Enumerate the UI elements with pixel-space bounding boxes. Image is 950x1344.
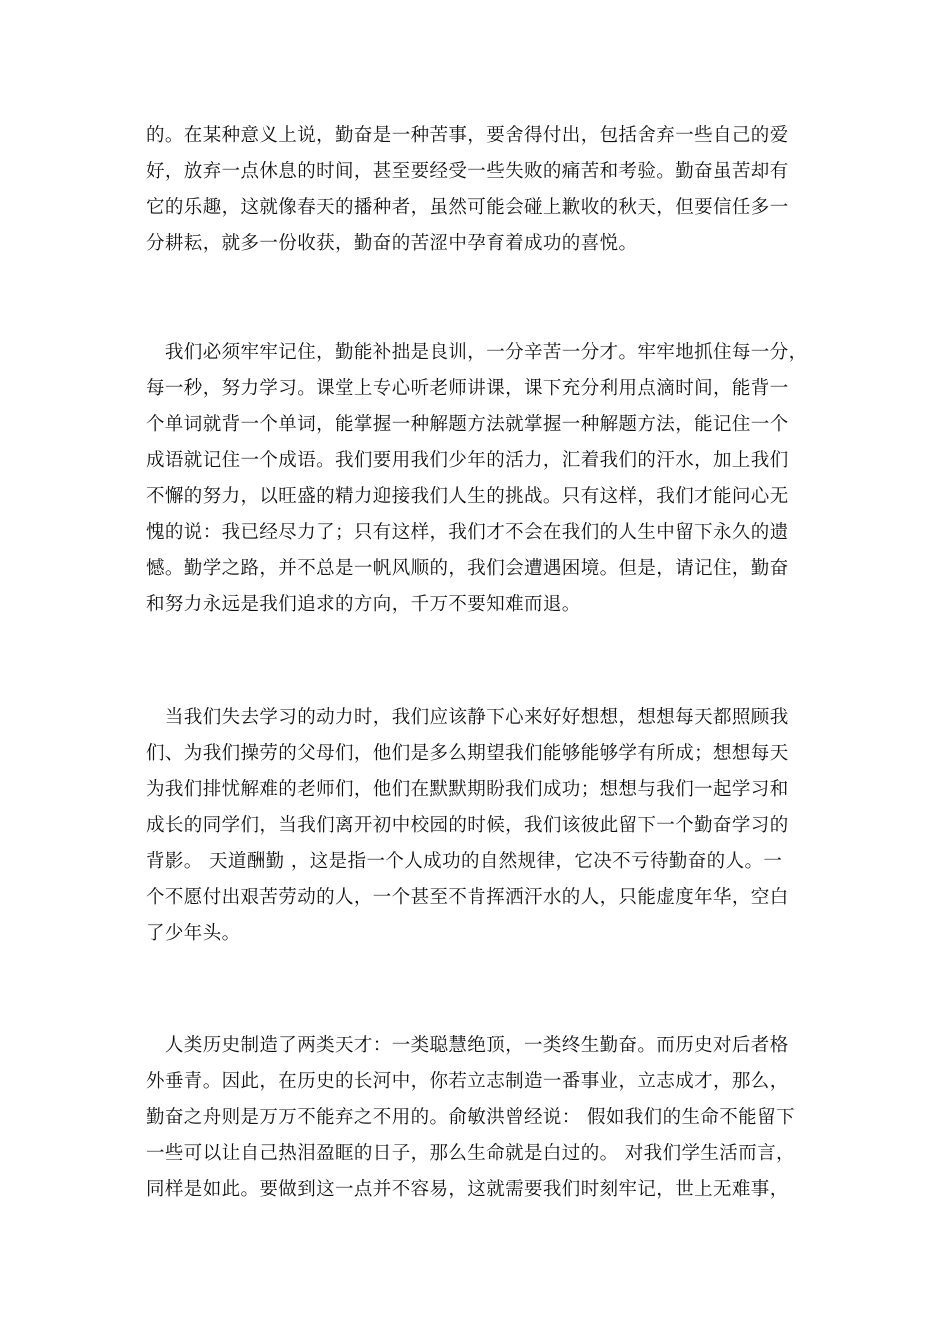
text-line: 了少年头。 — [146, 923, 241, 944]
text-line: 为我们排忧解难的老师们，他们在默默期盼我们成功；想想与我们一起学习和 — [146, 779, 789, 800]
text-line: 愧的说：我已经尽力了；只有这样，我们才不会在我们的人生中留下永久的遗 — [146, 522, 789, 543]
text-line: 人类历史制造了两类天才：一类聪慧绝顶，一类终生勤奋。而历史对后者格 — [146, 1035, 789, 1056]
text-line: 的。在某种意义上说，勤奋是一种苦事，要舍得付出，包括舍弃一些自己的爱 — [146, 125, 789, 146]
text-line: 好，放弃一点休息的时间，甚至要经受一些失败的痛苦和考验。勤奋虽苦却有 — [146, 161, 789, 182]
text-line: 我们必须牢牢记住，勤能补拙是良训，一分辛苦一分才。牢牢地抓住每一分， — [146, 342, 808, 363]
text-line: 个单词就背一个单词，能掌握一种解题方法就掌握一种解题方法，能记住一个 — [146, 414, 789, 435]
text-line: 个不愿付出艰苦劳动的人，一个甚至不肯挥洒汗水的人，只能虚度年华，空白 — [146, 887, 789, 908]
text-line: 一些可以让自己热泪盈眶的日子，那么生命就是白过的。 对我们学生活而言， — [146, 1143, 795, 1164]
text-line: 成长的同学们，当我们离开初中校园的时候，我们该彼此留下一个勤奋学习的 — [146, 815, 789, 836]
text-line: 成语就记住一个成语。我们要用我们少年的活力，汇着我们的汗水，加上我们 — [146, 450, 789, 471]
text-line: 当我们失去学习的动力时，我们应该静下心来好好想想，想想每天都照顾我 — [146, 707, 789, 728]
text-line: 每一秒，努力学习。课堂上专心听老师讲课，课下充分利用点滴时间，能背一 — [146, 378, 789, 399]
paragraph-4 — [146, 1028, 808, 1208]
text-line: 它的乐趣，这就像春天的播种者，虽然可能会碰上歉收的秋天，但要信任多一 — [146, 197, 789, 218]
text-line: 外垂青。因此，在历史的长河中，你若立志制造一番事业，立志成才，那么， — [146, 1071, 789, 1092]
text-line: 背影。 天道酬勤 ，这是指一个人成功的自然规律，它决不亏待勤奋的人。一 — [146, 851, 783, 872]
text-line: 勤奋之舟则是万万不能弃之不用的。俞敏洪曾经说： 假如我们的生命不能留下 — [146, 1107, 795, 1128]
paragraph-3 — [146, 700, 808, 952]
text-line: 和努力永远是我们追求的方向，千万不要知难而退。 — [146, 594, 581, 615]
text-line: 同样是如此。要做到这一点并不容易，这就需要我们时刻牢记，世上无难事， — [146, 1179, 789, 1200]
paragraph-2 — [146, 335, 808, 623]
text-line: 不懈的努力，以旺盛的精力迎接我们人生的挑战。只有这样，我们才能问心无 — [146, 486, 789, 507]
paragraph-1 — [146, 118, 808, 262]
text-line: 们、为我们操劳的父母们，他们是多么期望我们能够能够学有所成；想想每天 — [146, 743, 789, 764]
text-line: 憾。勤学之路，并不总是一帆风顺的，我们会遭遇困境。但是，请记住，勤奋 — [146, 558, 789, 579]
text-line: 分耕耘，就多一份收获，勤奋的苦涩中孕育着成功的喜悦。 — [146, 233, 638, 254]
